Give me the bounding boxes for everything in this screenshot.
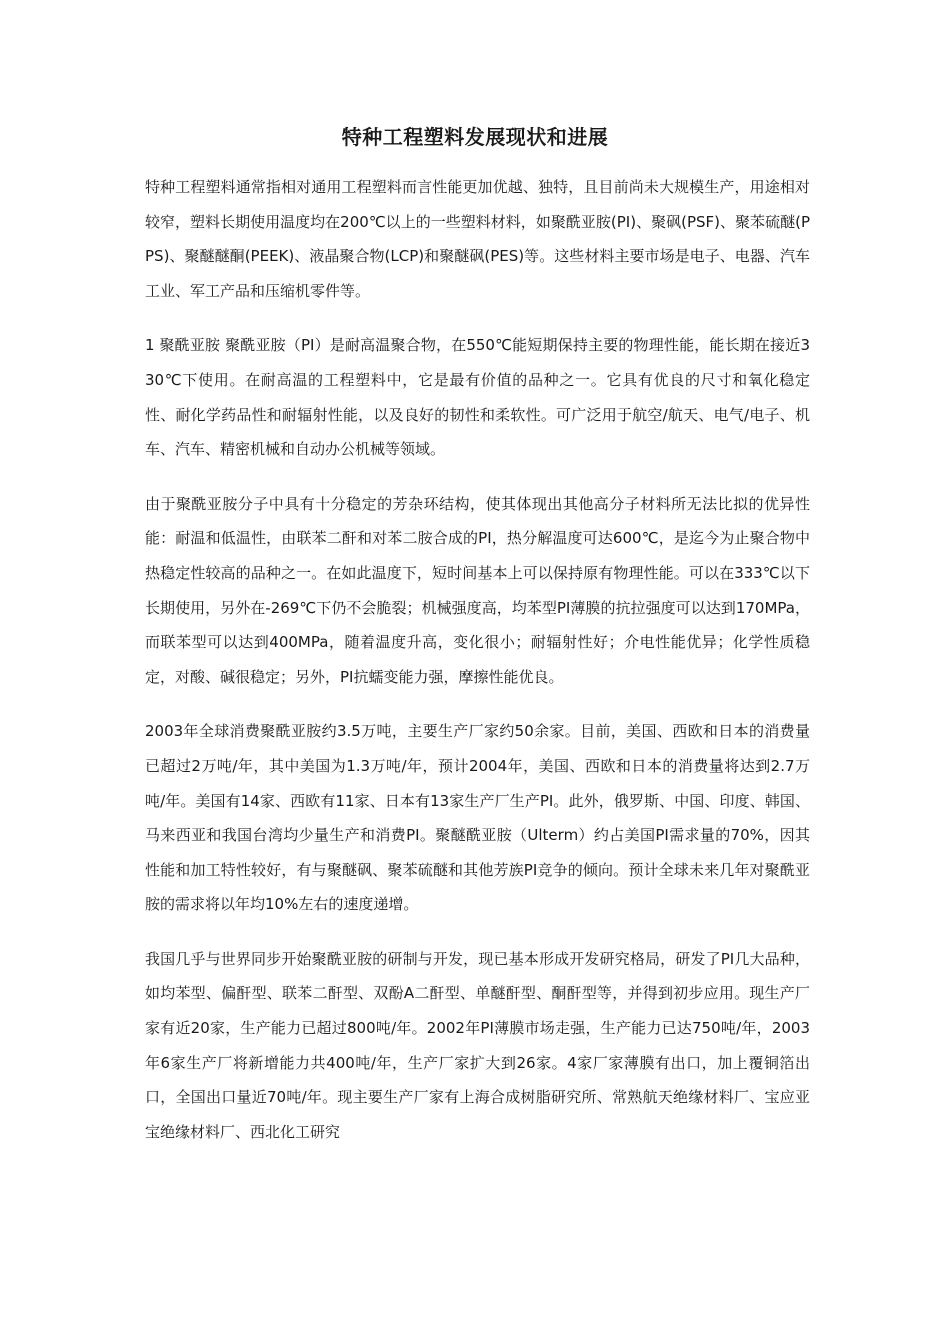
document-title: 特种工程塑料发展现状和进展	[341, 125, 609, 149]
paragraph-polyimide: 1 聚酰亚胺 聚酰亚胺（PI）是耐高温聚合物，在550℃能短期保持主要的物理性能，能长期在接近330℃下使用。在耐高温的工程塑料中，它是最有价值的品种之一。它具有优良的尺寸和氧化稳定性、耐化学药品性和耐辐射性能，以及良好的韧性和柔软性。可广泛用于航空/航天、电气/电子、机车、汽车、精密机械和自动办公机械等领域。	[145, 336, 810, 459]
paragraph-intro: 特种工程塑料通常指相对通用工程塑料而言性能更加优越、独特，且目前尚未大规模生产，用途相对较窄，塑料长期使用温度均在200℃以上的一些塑料材料，如聚酰亚胺(PI)、聚砜(PSF)、聚苯硫醚(PPS)、聚醚醚酮(PEEK)、液晶聚合物(LCP)和聚醚砜(PES)等。这些材料主要市场是电子、电器、汽车工业、军工产品和压缩机零件等。	[145, 178, 810, 300]
paragraph-china-market: 我国几乎与世界同步开始聚酰亚胺的研制与开发，现已基本形成开发研究格局，研发了PI几大品种，如均苯型、偏酐型、联苯二酐型、双酚A二酐型、单醚酐型、酮酐型等，并得到初步应用。现生产厂家有近20家，生产能力已超过800吨/年。2002年PI薄膜市场走强，生产能力已达750吨/年，2003年6家生产厂将新增能力共400吨/年，生产厂家扩大到26家。4家厂家薄膜有出口，加上覆铜箔出口，全国出口量近70吨/年。现主要生产厂家有上海合成树脂研究所、常熟航天绝缘材料厂、宝应亚宝绝缘材料厂、西北化工研究	[145, 949, 810, 1141]
document-body	[145, 170, 810, 1169]
paragraph-properties: 由于聚酰亚胺分子中具有十分稳定的芳杂环结构，使其体现出其他高分子材料所无法比拟的优异性能：耐温和低温性，由联苯二酐和对苯二胺合成的PI，热分解温度可达600℃，是迄今为止聚合物中热稳定性较高的品种之一。在如此温度下，短时间基本上可以保持原有物理性能。可以在333℃以下长期使用，另外在-269℃下仍不会脆裂；机械强度高，均苯型PI薄膜的抗拉强度可以达到170MPa，而联苯型可以达到400MPa，随着温度升高，变化很小；耐辐射性好；介电性能优异；化学性质稳定，对酸、碱很稳定；另外，PI抗蠕变能力强，摩擦性能优良。	[145, 494, 810, 686]
paragraph-global-market: 2003年全球消费聚酰亚胺约3.5万吨，主要生产厂家约50余家。目前，美国、西欧和日本的消费量已超过2万吨/年，其中美国为1.3万吨/年，预计2004年，美国、西欧和日本的消费量将达到2.7万吨/年。美国有14家、西欧有11家、日本有13家生产厂生产PI。此外，俄罗斯、中国、印度、韩国、马来西亚和我国台湾均少量生产和消费PI。聚醚酰亚胺（Ulterm）约占美国PI需求量的70%，因其性能和加工特性较好，有与聚醚砜、聚苯硫醚和其他芳族PI竞争的倾向。预计全球未来几年对聚酰亚胺的需求将以年均10%左右的速度递增。	[145, 722, 810, 914]
